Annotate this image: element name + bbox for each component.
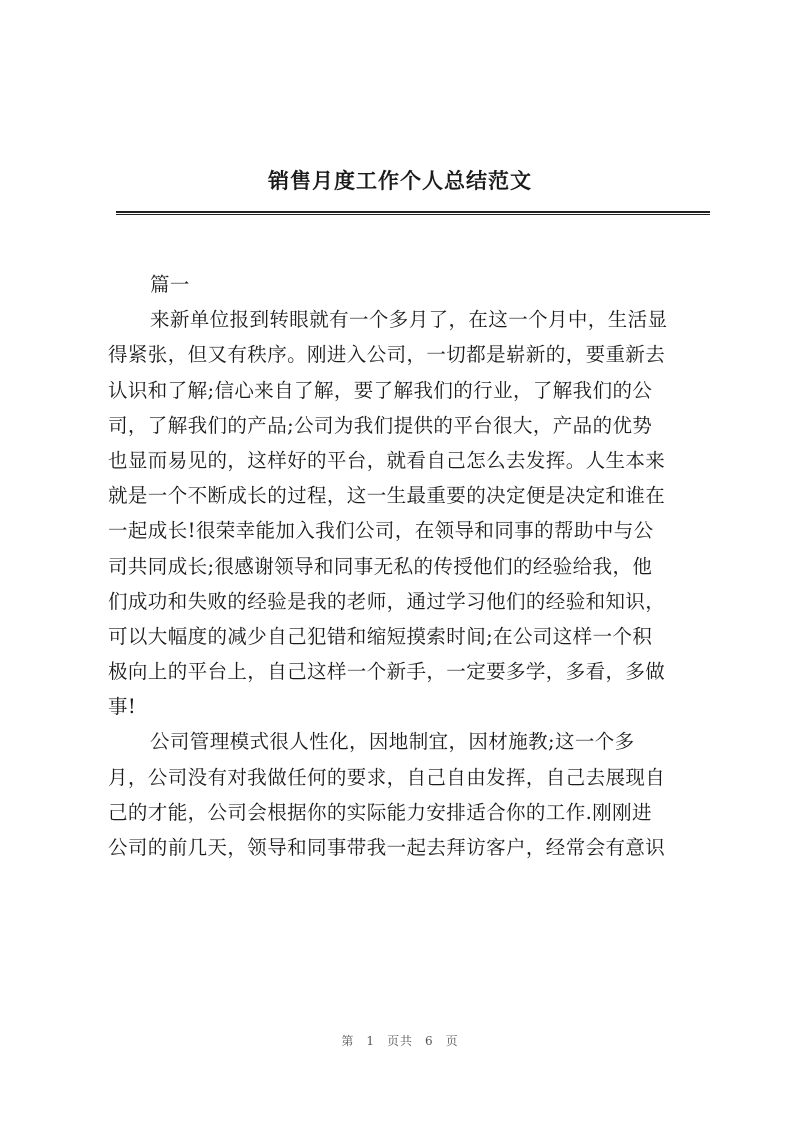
paragraph-2: [108, 724, 708, 865]
paragraph-line: 来新单位报到转眼就有一个多月了，在这一个月中，生活显: [150, 308, 668, 332]
paragraph-line: 己的才能，公司会根据你的实际能力安排适合你的工作.刚刚进: [108, 800, 652, 824]
paragraph-line: 公司的前几天，领导和同事带我一起去拜访客户，经常会有意识: [108, 836, 666, 859]
paragraph-line: 月，公司没有对我做任何的要求，自己自由发挥，自己去展现自: [108, 765, 666, 789]
section-heading-text: 篇一: [150, 273, 190, 296]
section-heading: [108, 267, 708, 302]
paragraph-line: 就是一个不断成长的过程，这一生最重要的决定便是决定和谁在: [108, 484, 666, 508]
footer-prefix: 第: [341, 1034, 355, 1048]
document-body: [108, 267, 708, 865]
paragraph-line: 极向上的平台上，自己这样一个新手，一定要多学，多看，多做: [108, 660, 666, 684]
footer-total-pages: 6: [425, 1034, 434, 1048]
paragraph-line: 们成功和失败的经验是我的老师，通过学习他们的经验和知识，: [108, 589, 666, 613]
paragraph-line: 得紧张，但又有秩序。刚进入公司，一切都是崭新的，要重新去: [108, 343, 666, 367]
page-footer: [0, 1032, 800, 1049]
footer-middle: 页共: [386, 1034, 413, 1048]
paragraph-line: 也显而易见的，这样好的平台，就看自己怎么去发挥。人生本来: [108, 448, 666, 472]
paragraph-1: [108, 302, 708, 724]
paragraph-line: 公司管理模式很人性化，因地制宜，因材施教;这一个多: [150, 730, 635, 754]
footer-current-page: 1: [366, 1034, 375, 1048]
paragraph-line: 一起成长!很荣幸能加入我们公司，在领导和同事的帮助中与公: [108, 519, 654, 543]
paragraph-line: 司共同成长;很感谢领导和同事无私的传授他们的经验给我，他: [108, 554, 653, 578]
paragraph-line: 司，了解我们的产品;公司为我们提供的平台很大，产品的优势: [108, 413, 653, 437]
paragraph-line: 可以大幅度的减少自己犯错和缩短摸索时间;在公司这样一个积: [108, 624, 653, 648]
paragraph-line: 事!: [108, 695, 137, 719]
paragraph-line: 认识和了解;信心来自了解，要了解我们的行业，了解我们的公: [108, 378, 653, 402]
page-title: 销售月度工作个人总结范文: [268, 168, 532, 193]
footer-suffix: 页: [445, 1034, 459, 1048]
title-divider: [116, 211, 710, 215]
